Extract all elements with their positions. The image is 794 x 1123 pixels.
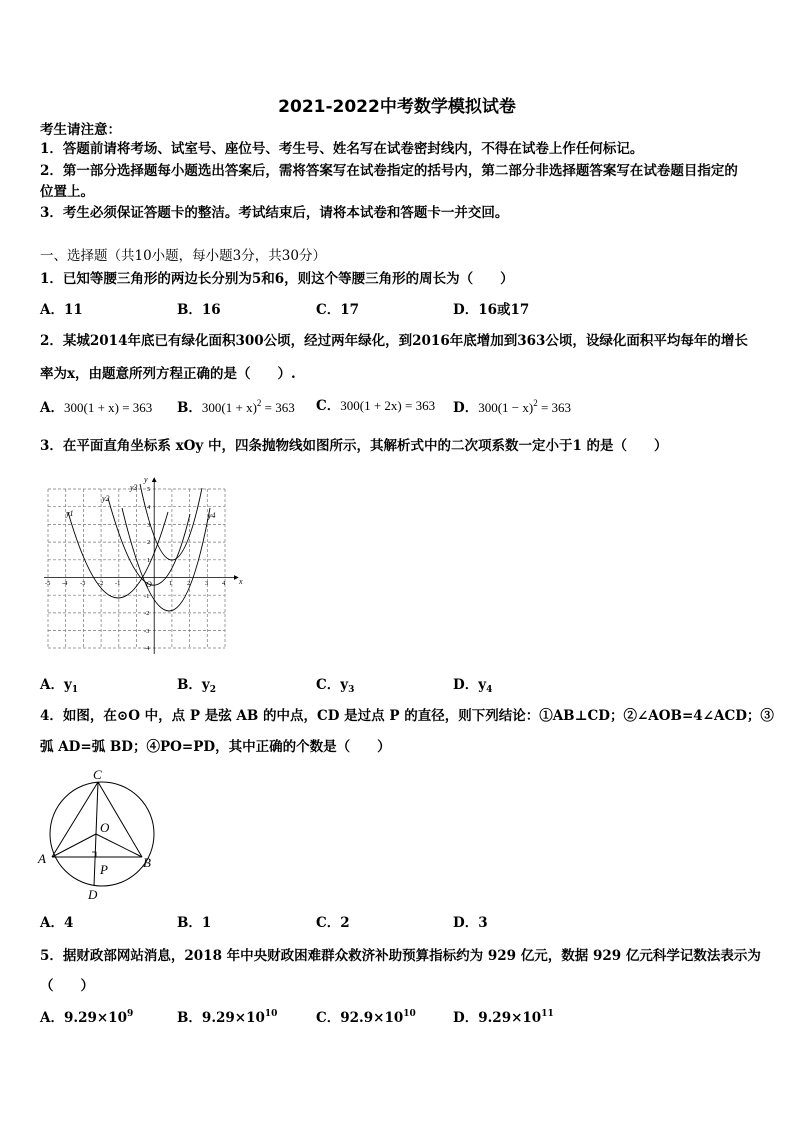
- x-tick: -2: [98, 580, 104, 587]
- q5-stem-line2: （ ）: [40, 978, 94, 994]
- point-label-d: D: [88, 887, 98, 902]
- point-label-a: A: [38, 851, 46, 866]
- q5-option-a[interactable]: A．$9.29\times 10^9$: [40, 1009, 134, 1026]
- curve-label-y2: y2: [102, 494, 110, 503]
- q4-stem-line1: 4．如图，在⊙O 中，点 P 是弦 AB 的中点，CD 是过点 P 的直径，则下列结论：①AB⊥CD；②∠AOB=4∠ACD；③: [40, 708, 774, 724]
- curve-label-y3: y3: [130, 483, 138, 492]
- x-tick: -1: [115, 580, 121, 587]
- q3-option-a[interactable]: A．$y_1$: [40, 677, 79, 695]
- parabola-y3: [140, 484, 202, 560]
- notice-item-2: 2．第一部分选择题每小题选出答案后，需将答案写在试卷指定的括号内，第二部分非选择题答案写在试卷题目指定的: [40, 163, 738, 179]
- q2-stem-line1: 2．某城2014年底已有绿化面积300公顷，经过两年绿化，到2016年底增加到363公顷，设绿化面积平均每年的增长: [40, 333, 748, 349]
- axis-y-label: y: [144, 475, 148, 484]
- q4-option-a[interactable]: A．4: [40, 915, 74, 931]
- x-tick: -5: [45, 580, 51, 587]
- option-letter: D．: [453, 400, 479, 416]
- equation: 300(1 + 2x) = 363: [340, 398, 436, 413]
- equation: $300(1 - x)^2 = 363$: [478, 398, 572, 415]
- q3-option-d[interactable]: D．$y_4$: [453, 677, 493, 695]
- circle-figure: [34, 764, 164, 904]
- page-title: 2021-2022中考数学模拟试卷: [278, 97, 516, 117]
- section-heading: 一、选择题（共10小题，每小题3分，共30分）: [40, 248, 326, 264]
- y-tick: 1: [147, 557, 151, 564]
- q3-option-c[interactable]: C．$y_3$: [316, 677, 355, 695]
- option-letter: A．: [40, 400, 64, 416]
- q5-option-d[interactable]: D．$9.29\times 10^{11}$: [453, 1009, 554, 1026]
- q5-stem-line1: 5．据财政部网站消息，2018 年中央财政困难群众救济补助预算指标约为 929 亿元，数据 929 亿元科学记数法表示为: [40, 948, 761, 964]
- option-letter: C．: [316, 398, 341, 414]
- q5-option-b[interactable]: B．$9.29\times 10^{10}$: [177, 1009, 278, 1026]
- option-letter: B．: [177, 400, 202, 416]
- notice-heading: 考生请注意：: [40, 122, 121, 138]
- q3-option-b[interactable]: B．$y_2$: [177, 677, 217, 695]
- point-label-p: P: [100, 862, 108, 877]
- equation: $300(1 + x)^2 = 363$: [201, 398, 295, 415]
- y-tick: 5: [147, 486, 151, 493]
- x-tick: -3: [80, 580, 86, 587]
- q2-option-a[interactable]: [40, 400, 152, 416]
- point-label-o: O: [100, 820, 110, 835]
- x-tick: 1: [169, 580, 173, 587]
- y-tick: 4: [147, 504, 151, 511]
- q1-option-d[interactable]: D．16或17: [453, 302, 530, 318]
- y-tick: -1: [144, 593, 150, 600]
- point-label-c: C: [93, 767, 102, 782]
- notice-item-1: 1．答题前请将考场、试室号、座位号、考生号、姓名写在试卷密封线内，不得在试卷上作任何标记。: [40, 141, 644, 157]
- x-tick: 2: [187, 580, 191, 587]
- axis-x-label: x: [239, 577, 243, 586]
- point-label-b: B: [143, 855, 151, 870]
- q3-stem: 3．在平面直角坐标系 xOy 中，四条抛物线如图所示，其解析式中的二次项系数一定小于1 的是（ ）: [40, 438, 668, 454]
- y-tick: 2: [147, 539, 151, 546]
- notice-item-2-cont: 位置上。: [40, 184, 94, 200]
- y-tick: -3: [144, 628, 150, 635]
- x-tick: -4: [62, 580, 68, 587]
- x-tick: 3: [205, 580, 209, 587]
- parabola-graph: [40, 474, 250, 660]
- q1-option-a[interactable]: A．11: [40, 302, 83, 318]
- q5-option-c[interactable]: C．$92.9\times 10^{10}$: [316, 1009, 416, 1026]
- notice-item-3: 3．考生必须保证答题卡的整洁。考试结束后，请将本试卷和答题卡一并交回。: [40, 205, 509, 221]
- q4-option-b[interactable]: B．1: [177, 915, 212, 931]
- q1-stem: 1．已知等腰三角形的两边长分别为5和6，则这个等腰三角形的周长为（ ）: [40, 271, 514, 287]
- origin-label: O: [146, 580, 152, 589]
- q1-option-b[interactable]: B．16: [177, 302, 221, 318]
- q4-option-c[interactable]: C．2: [316, 915, 350, 931]
- q2-option-b[interactable]: [177, 400, 295, 416]
- equation: 300(1 + x) = 363: [63, 400, 153, 415]
- y-tick: -4: [144, 645, 150, 652]
- q2-option-c[interactable]: [316, 398, 435, 414]
- curve-label-y4: y4: [208, 511, 216, 520]
- x-tick: 4: [222, 580, 226, 587]
- q1-option-c[interactable]: C．17: [316, 302, 360, 318]
- q2-stem-line2: 率为x，由题意所列方程正确的是（ ）.: [40, 366, 296, 382]
- q4-option-d[interactable]: D．3: [453, 915, 488, 931]
- y-tick: -2: [144, 610, 150, 617]
- q2-option-d[interactable]: [453, 400, 571, 416]
- y-tick: 3: [147, 522, 151, 529]
- q4-stem-line2: 弧 AD=弧 BD；④PO=PD，其中正确的个数是（ ）: [40, 739, 391, 755]
- curve-label-y1: y1: [66, 509, 74, 518]
